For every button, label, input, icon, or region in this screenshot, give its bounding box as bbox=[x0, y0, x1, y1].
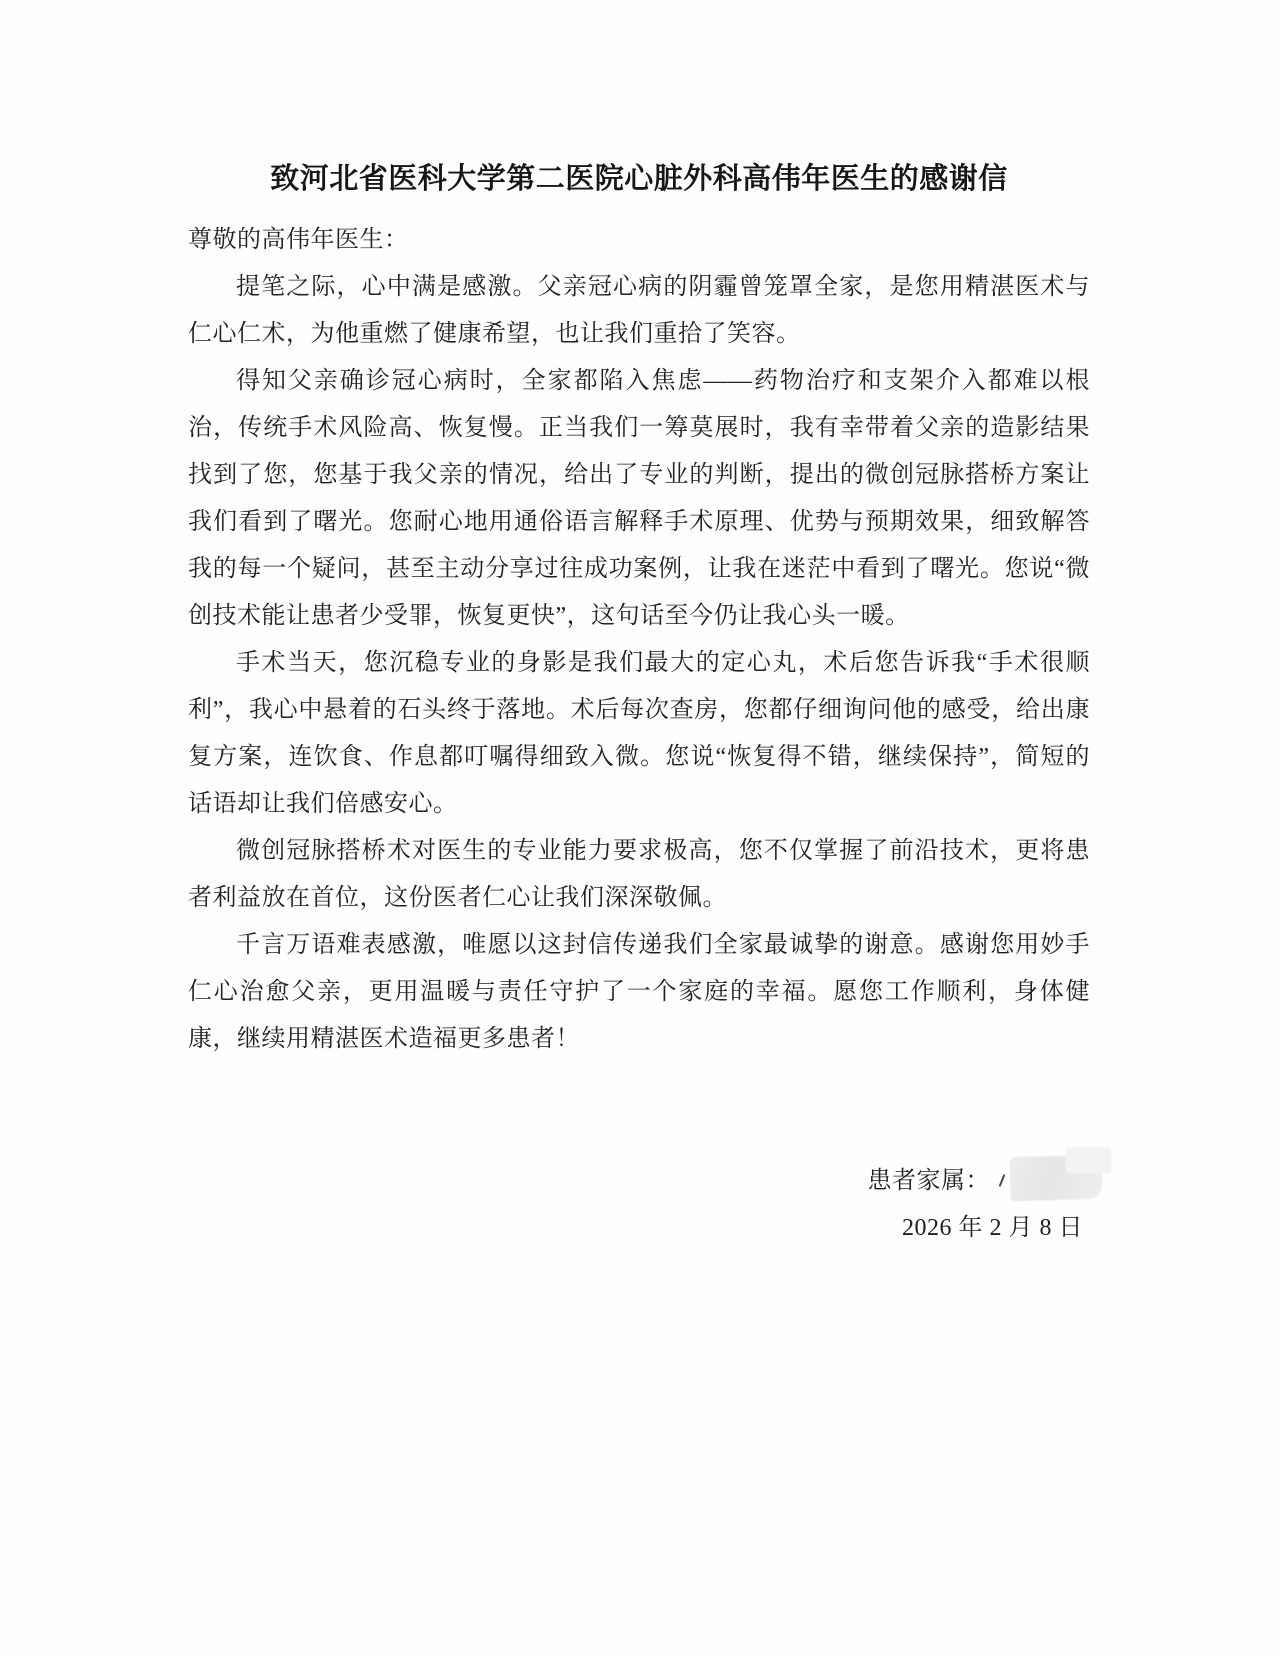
letter-body bbox=[188, 217, 1090, 1063]
letter-paragraph-5: 千言万语难表感激，唯愿以这封信传递我们全家最诚挚的谢意。感谢您用妙手仁心治愈父亲，更用温暖与责任守护了一个家庭的幸福。愿您工作顺利，身体健康，继续用精湛医术造福更多患者！ bbox=[188, 932, 1090, 1052]
letter-paragraph-2: 得知父亲确诊冠心病时，全家都陷入焦虑——药物治疗和支架介入都难以根治，传统手术风险高、恢复慢。正当我们一筹莫展时，我有幸带着父亲的造影结果找到了您，您基于我父亲的情况，给出了专业的判断，提出的微创冠脉搭桥方案让我们看到了曙光。您耐心地用通俗语言解释手术原理、优势与预期效果，细致解答我的每一个疑问，甚至主动分享过往成功案例，让我在迷茫中看到了曙光。您说“微创技术能让患者少受罪，恢复更快”，这句话至今仍让我心头一暖。 bbox=[188, 368, 1090, 629]
partial-signature-stroke bbox=[998, 1172, 1008, 1188]
letter-paragraph-1: 提笔之际，心中满是感激。父亲冠心病的阴霾曾笼罩全家，是您用精湛医术与仁心仁术，为他重燃了健康希望，也让我们重拾了笑容。 bbox=[188, 274, 1090, 347]
signature-line bbox=[188, 1158, 1090, 1205]
letter-paragraph-4: 微创冠脉搭桥术对医生的专业能力要求极高，您不仅掌握了前沿技术，更将患者利益放在首位，这份医者仁心让我们深深敬佩。 bbox=[188, 838, 1090, 911]
letter-title: 致河北省医科大学第二医院心脏外科高伟年医生的感谢信 bbox=[270, 163, 1008, 195]
salutation: 尊敬的高伟年医生： bbox=[188, 227, 409, 253]
signature-label: 患者家属： bbox=[867, 1168, 990, 1194]
redacted-name-blur bbox=[1009, 1155, 1102, 1201]
letter-date: 2026 年 2 月 8 日 bbox=[902, 1215, 1083, 1241]
letter-content bbox=[188, 0, 1090, 1252]
signature-block bbox=[188, 1158, 1090, 1252]
letter-paragraph-3: 手术当天，您沉稳专业的身影是我们最大的定心丸，术后您告诉我“手术很顺利”，我心中悬着的石头终于落地。术后每次查房，您都仔细询问他的感受，给出康复方案，连饮食、作息都叮嘱得细致入微。您说“恢复得不错，继续保持”，简短的话语却让我们倍感安心。 bbox=[188, 650, 1090, 817]
